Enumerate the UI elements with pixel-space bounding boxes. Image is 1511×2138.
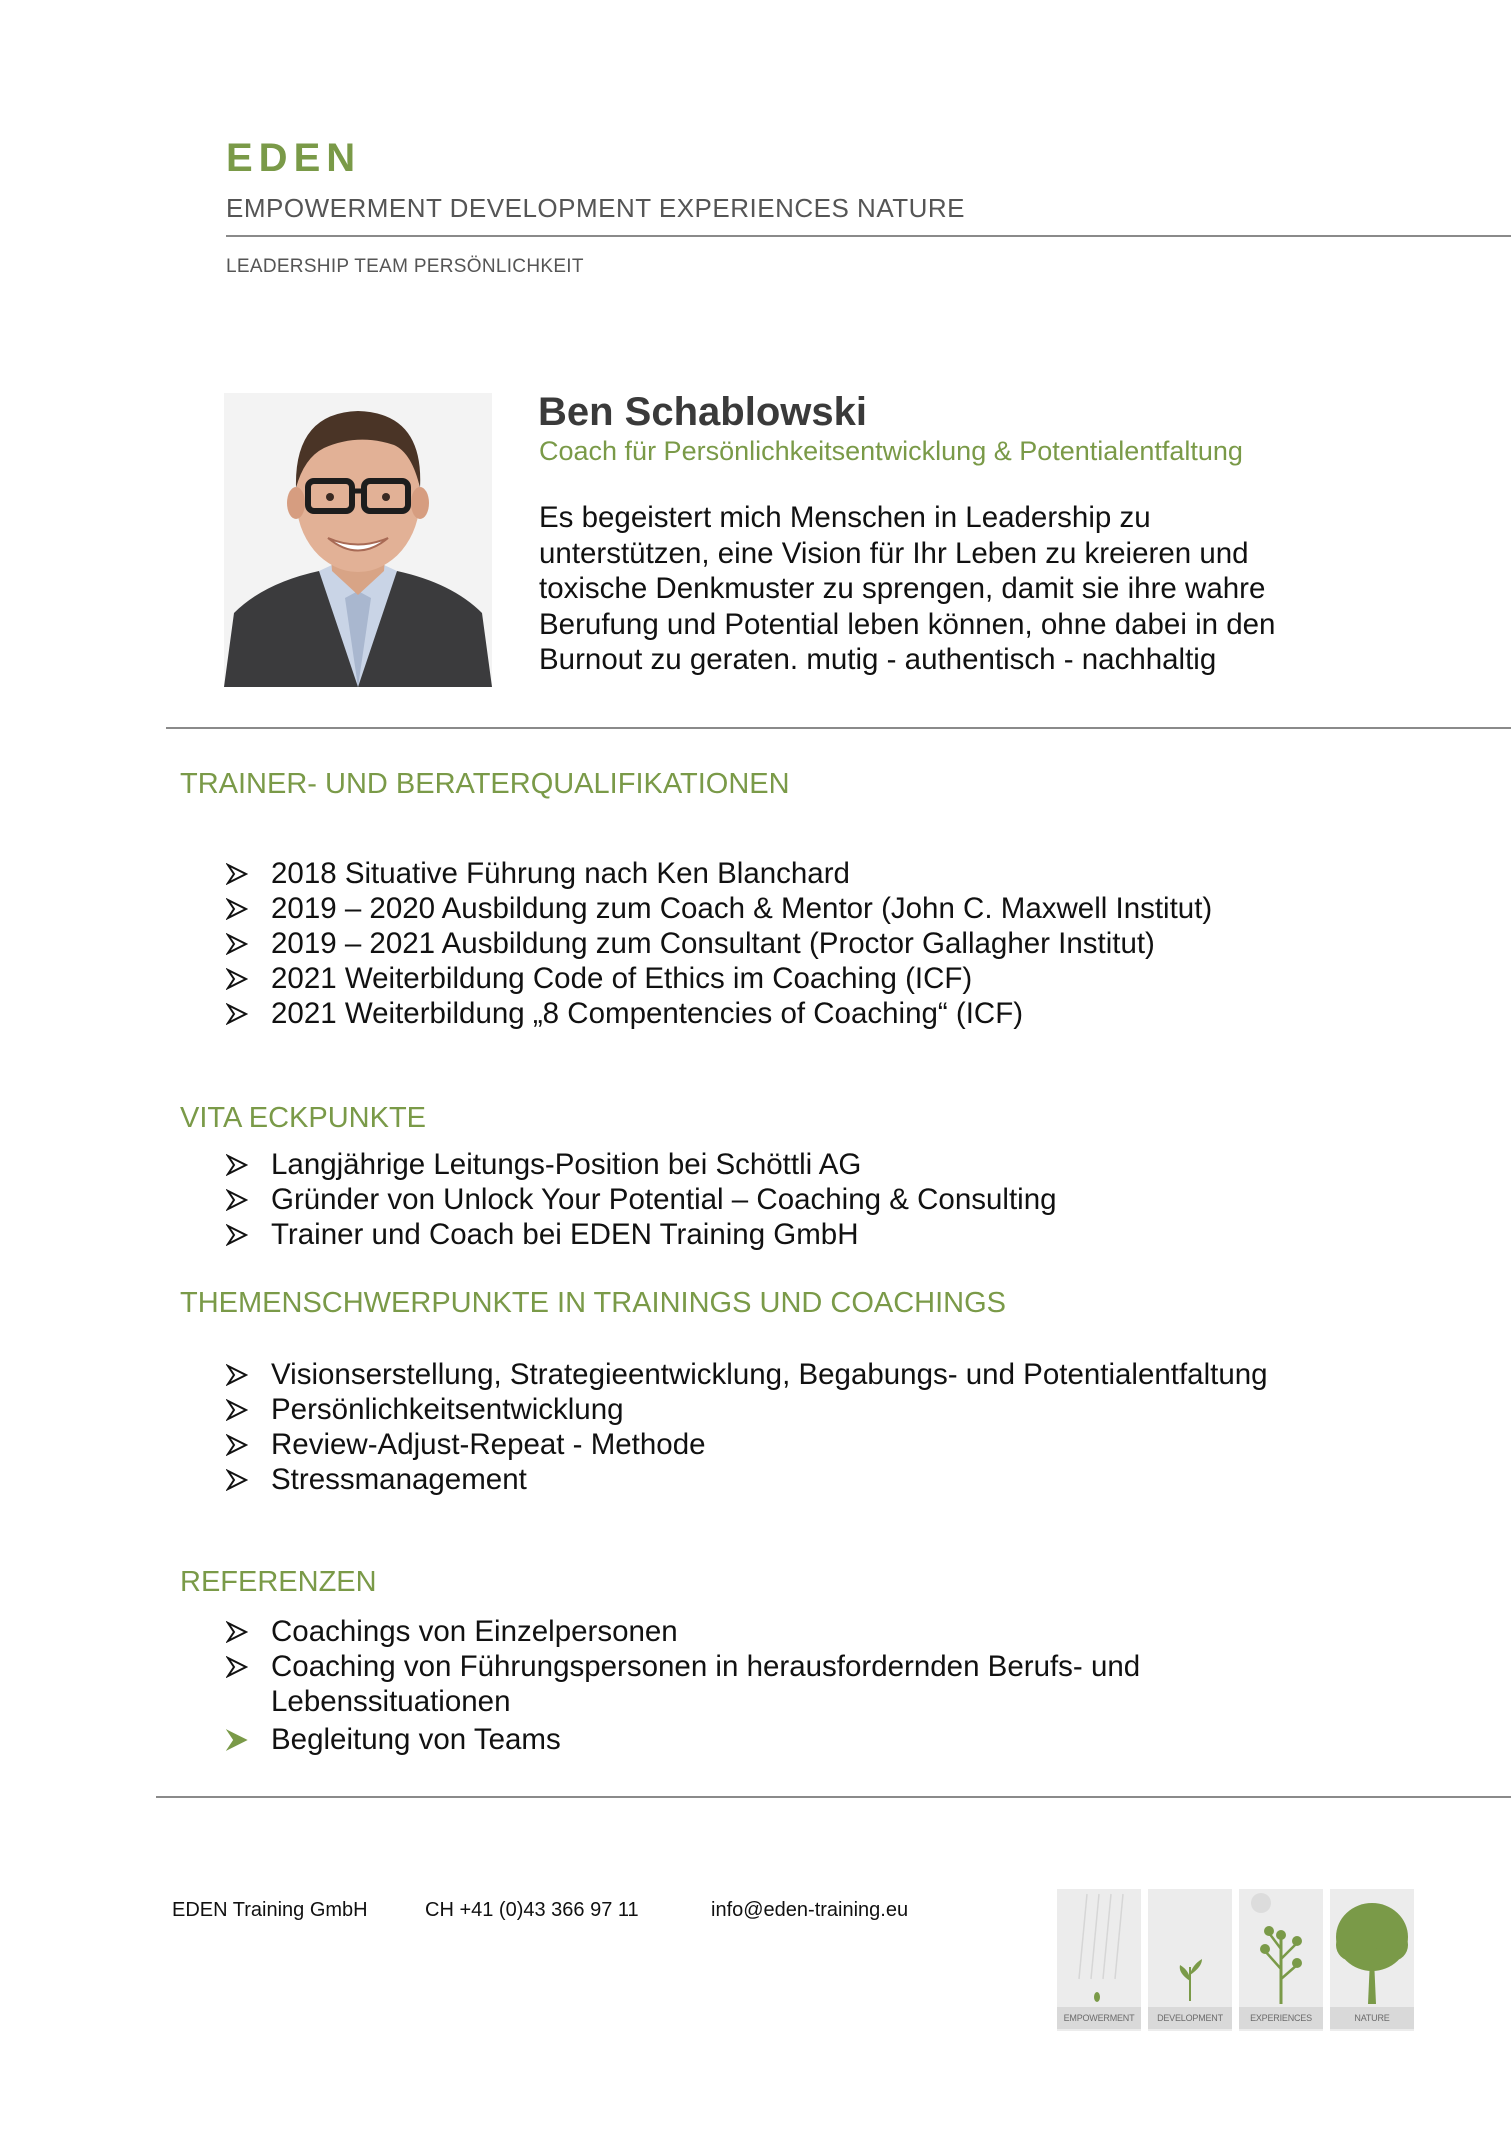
logo-tile-label: EXPERIENCES	[1239, 2007, 1323, 2029]
logo-tile-development	[1148, 1889, 1232, 2031]
list-item-text: 2021 Weiterbildung „8 Compentencies of Coaching“ (ICF)	[271, 997, 1024, 1030]
list-item	[226, 1614, 1231, 1649]
list-item-text: Persönlichkeitsentwicklung	[271, 1393, 624, 1426]
profile-photo	[224, 393, 492, 687]
list-item-text: Coachings von Einzelpersonen	[271, 1615, 678, 1648]
logo-tile-empowerment	[1057, 1889, 1141, 2031]
logo-tile-experiences	[1239, 1889, 1323, 2031]
arrow-bullet-icon	[226, 1224, 248, 1246]
list-item	[226, 1357, 1268, 1392]
bio-line: Es begeistert mich Menschen in Leadership zu	[539, 501, 1151, 534]
list-item	[226, 891, 1212, 926]
list-item-text: Trainer und Coach bei EDEN Training GmbH	[271, 1218, 859, 1251]
list-item-text: 2018 Situative Führung nach Ken Blanchard	[271, 857, 850, 890]
list-item	[226, 1182, 1057, 1217]
list-item-text: Begleitung von Teams	[271, 1723, 561, 1756]
arrow-bullet-icon	[226, 968, 248, 990]
list-item	[226, 961, 1212, 996]
arrow-bullet-icon	[226, 1469, 248, 1491]
list-item	[226, 1722, 1231, 1757]
list-item	[226, 1217, 1057, 1252]
arrow-bullet-icon	[226, 1434, 248, 1456]
list-item	[226, 1427, 1268, 1462]
list-item	[226, 1462, 1268, 1497]
logo-tile-label: NATURE	[1330, 2007, 1414, 2029]
vita-list	[226, 1147, 1057, 1252]
section-title-references: REFERENZEN	[180, 1566, 377, 1598]
arrow-bullet-icon	[226, 933, 248, 955]
arrow-bullet-icon	[226, 1154, 248, 1176]
arrow-bullet-icon	[226, 898, 248, 920]
rain-icon	[1057, 1889, 1141, 2009]
header-subtitle: LEADERSHIP TEAM PERSÖNLICHKEIT	[226, 256, 584, 277]
logo-tile-label: DEVELOPMENT	[1148, 2007, 1232, 2029]
list-item-text: Visionserstellung, Strategieentwicklung, Begabungs- und Potentialentfaltung	[271, 1358, 1268, 1391]
list-item	[226, 1392, 1268, 1427]
arrow-bullet-icon	[226, 1621, 248, 1643]
arrow-bullet-icon	[226, 1364, 248, 1386]
eden-logo-strip	[1057, 1889, 1413, 2031]
themes-list	[226, 1357, 1268, 1497]
arrow-bullet-icon	[226, 1189, 248, 1211]
list-item-text: Langjährige Leitungs-Position bei Schöttli AG	[271, 1148, 862, 1181]
list-item-text: 2021 Weiterbildung Code of Ethics im Coaching (ICF)	[271, 962, 973, 995]
profile-name: Ben Schablowski	[538, 390, 867, 434]
list-item-text: 2019 – 2020 Ausbildung zum Coach & Mentor (John C. Maxwell Institut)	[271, 892, 1213, 925]
brand-name: EDEN	[226, 136, 362, 180]
list-item	[226, 1649, 1231, 1719]
arrow-bullet-icon	[226, 1656, 248, 1678]
arrow-bullet-icon	[226, 863, 248, 885]
list-item	[226, 856, 1212, 891]
footer-email: info@eden-training.eu	[711, 1899, 909, 1921]
header-divider	[226, 235, 1511, 237]
list-item	[226, 1147, 1057, 1182]
arrow-bullet-icon	[226, 1729, 248, 1751]
logo-tile-nature	[1330, 1889, 1414, 2031]
section-title-qualifications: TRAINER- UND BERATERQUALIFIKATIONEN	[180, 768, 790, 800]
qualifications-list	[226, 856, 1212, 1031]
bio-line: Burnout zu geraten. mutig - authentisch - nachhaltig	[539, 643, 1217, 676]
list-item-text: Coaching von Führungspersonen in herausfordernden Berufs- und Lebenssituationen	[271, 1650, 1141, 1718]
section-title-themes: THEMENSCHWERPUNKTE IN TRAININGS UND COACHINGS	[180, 1287, 1007, 1319]
arrow-bullet-icon	[226, 1399, 248, 1421]
list-item-text: 2019 – 2021 Ausbildung zum Consultant (Proctor Gallagher Institut)	[271, 927, 1155, 960]
bio-line: Berufung und Potential leben können, ohne dabei in den	[539, 607, 1276, 641]
profile-divider	[166, 727, 1511, 729]
young-tree-icon	[1239, 1889, 1323, 2009]
footer-phone: CH +41 (0)43 366 97 11	[425, 1899, 639, 1921]
list-item-text: Gründer von Unlock Your Potential – Coaching & Consulting	[271, 1183, 1057, 1216]
bio-line: toxische Denkmuster zu sprengen, damit sie ihre wahre	[539, 572, 1266, 605]
list-item-text: Review-Adjust-Repeat - Methode	[271, 1428, 706, 1461]
references-list	[226, 1614, 1231, 1757]
bio-line: unterstützen, eine Vision für Ihr Leben zu kreieren und	[539, 536, 1249, 570]
list-item-text: Stressmanagement	[271, 1463, 527, 1496]
footer-company: EDEN Training GmbH	[172, 1899, 368, 1921]
list-item	[226, 996, 1212, 1031]
logo-tile-label: EMPOWERMENT	[1057, 2007, 1141, 2029]
list-item	[226, 926, 1212, 961]
profile-bio	[539, 500, 1339, 678]
tree-icon	[1330, 1889, 1414, 2009]
sprout-icon	[1148, 1889, 1232, 2009]
arrow-bullet-icon	[226, 1003, 248, 1025]
brand-tagline: EMPOWERMENT DEVELOPMENT EXPERIENCES NATURE	[226, 193, 966, 223]
footer-divider	[156, 1796, 1511, 1798]
profile-role: Coach für Persönlichkeitsentwicklung & Potentialentfaltung	[539, 436, 1243, 466]
section-title-vita: VITA ECKPUNKTE	[180, 1102, 427, 1134]
